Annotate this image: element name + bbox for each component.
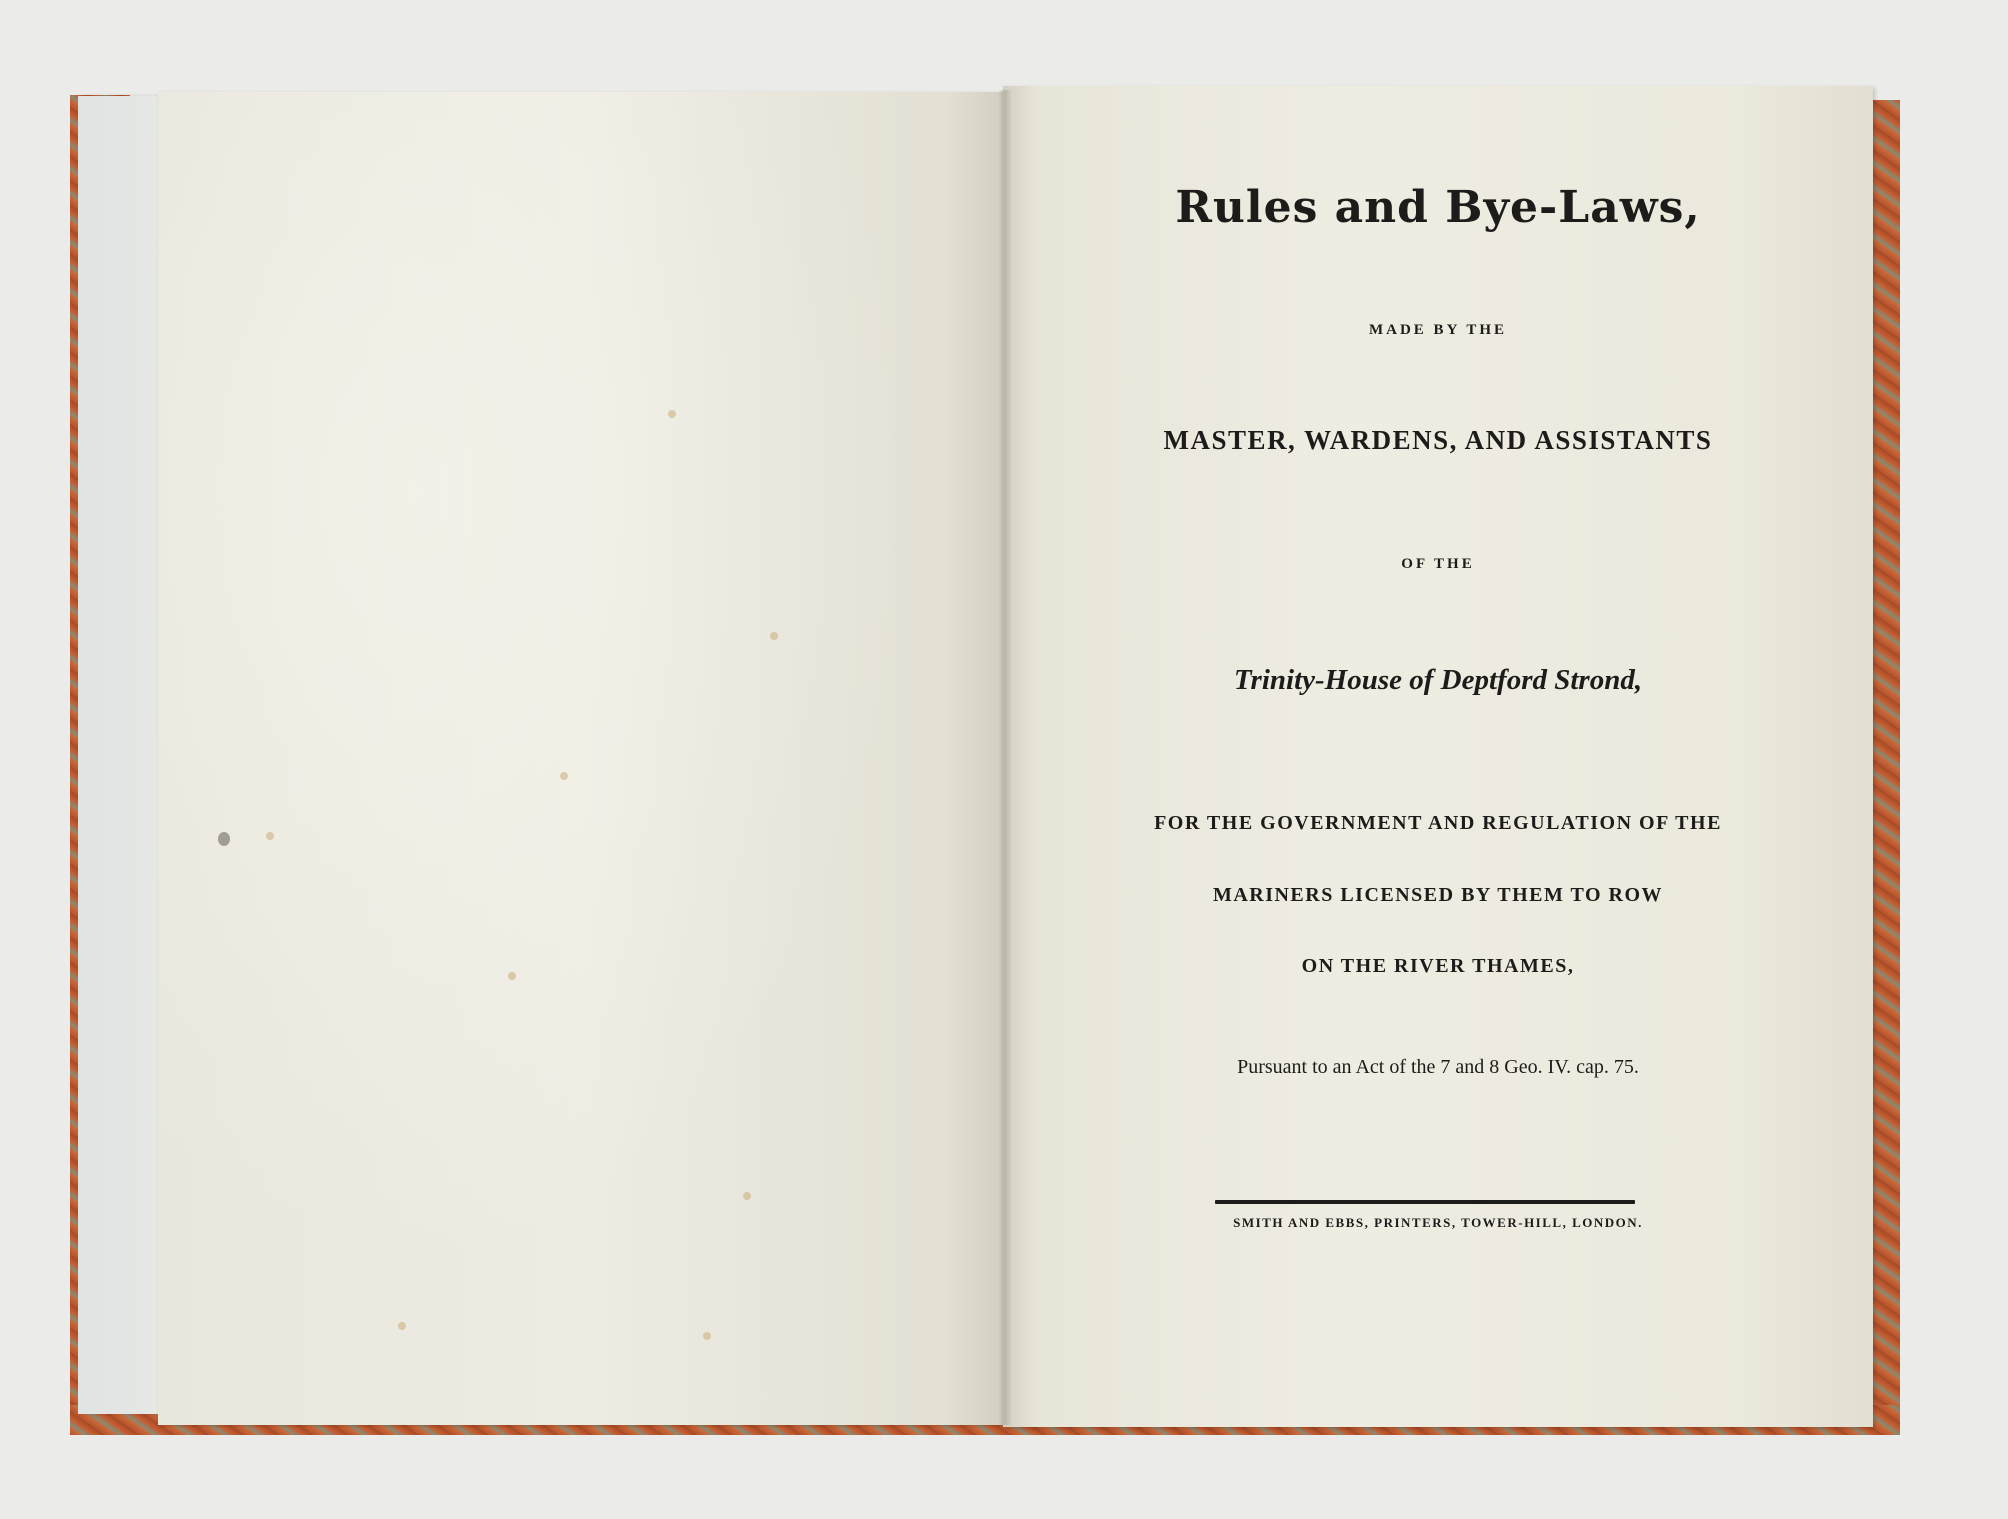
made-by-line: MADE BY THE — [1368, 322, 1507, 338]
foxing-spot — [398, 1322, 406, 1330]
foxing-spot — [770, 632, 778, 640]
of-the-line: OF THE — [1401, 556, 1475, 572]
purpose-line-3: ON THE RIVER THAMES, — [1301, 955, 1575, 977]
foxing-spot — [560, 772, 568, 780]
purpose-line-1: FOR THE GOVERNMENT AND REGULATION OF THE — [1154, 812, 1722, 834]
foxing-spot — [266, 832, 274, 840]
body-line: MASTER, WARDENS, AND ASSISTANTS — [1163, 425, 1713, 455]
corporation-line: Trinity-House of Deptford Strond, — [1233, 664, 1643, 696]
foxing-spot — [743, 1192, 751, 1200]
title: Rules and Bye-Laws, — [1175, 182, 1701, 233]
left-page — [158, 92, 1013, 1425]
foxing-spot — [668, 410, 676, 418]
foxing-spot — [703, 1332, 711, 1340]
purpose-line-2: MARINERS LICENSED BY THEM TO ROW — [1212, 884, 1664, 906]
act-line: Pursuant to an Act of the 7 and 8 Geo. IV. cap. 75. — [1237, 1056, 1639, 1078]
printer-line: SMITH AND EBBS, PRINTERS, TOWER-HILL, LONDON. — [1233, 1215, 1643, 1230]
foxing-spot — [218, 832, 230, 846]
foxing-spot — [508, 972, 516, 980]
printer-rule — [1215, 1200, 1635, 1204]
